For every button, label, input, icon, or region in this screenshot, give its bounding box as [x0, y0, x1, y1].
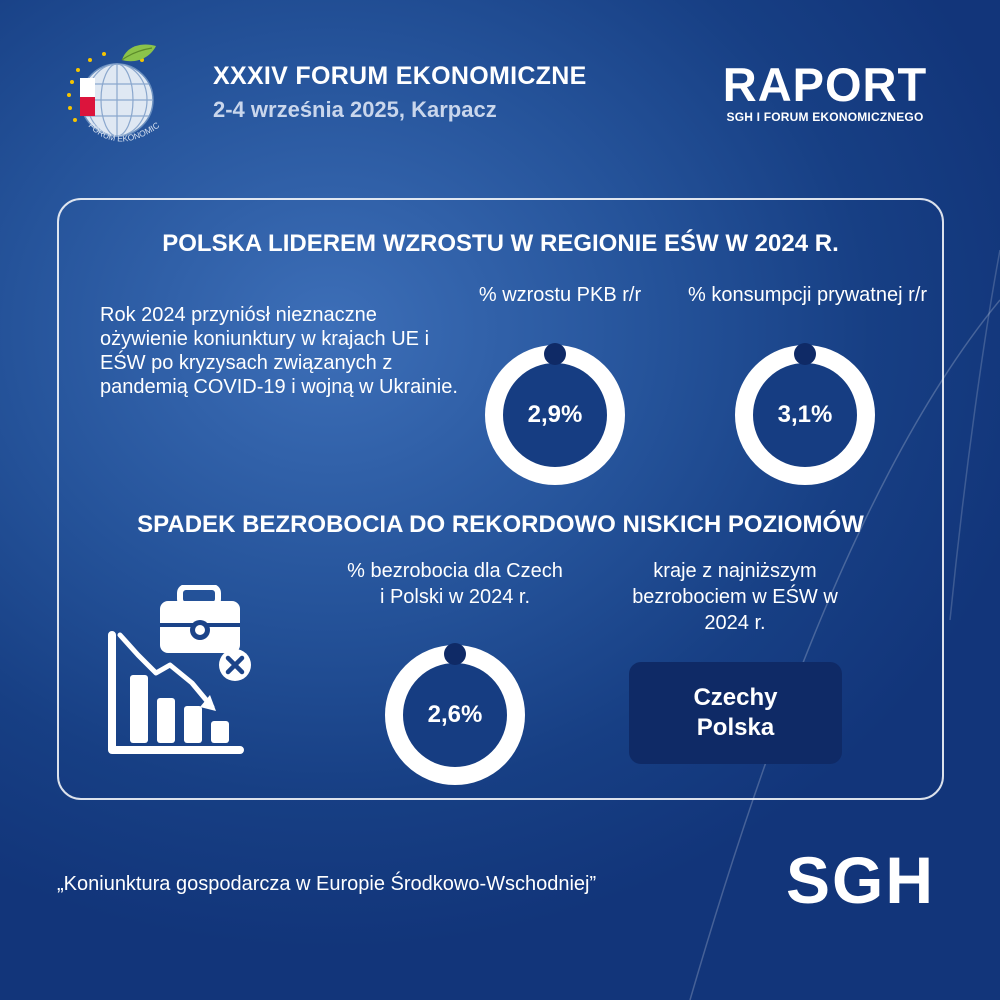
consumption-label: % konsumpcji prywatnej r/r [688, 284, 927, 306]
unemployment-label: % bezrobocia dla Czech i Polski w 2024 r. [347, 560, 563, 608]
raport-subtitle: SGH I FORUM EKONOMICZNEGO [726, 110, 924, 124]
consumption-value: 3,1% [777, 401, 833, 428]
unemployment-chart-briefcase-icon [100, 585, 270, 760]
forum-logo [58, 38, 176, 158]
logo-text: FORUM EKONOMIC [86, 119, 162, 144]
raport-title: RAPORT [722, 58, 928, 111]
footer-quote: „Koniunktura gospodarcza w Europie Środkowo-Wschodniej” [57, 873, 597, 895]
country-polska: Polska [696, 714, 775, 741]
globe-logo-icon [58, 38, 176, 158]
gdp-donut [485, 345, 625, 485]
gdp-label: % wzrostu PKB r/r [478, 284, 642, 306]
growth-section-title: POLSKA LIDEREM WZROSTU W REGIONIE EŚW W 2024 R. [162, 230, 839, 257]
event-date: 2-4 września 2025, Karpacz [213, 97, 497, 122]
unemployment-value: 2,6% [427, 701, 483, 728]
countries-box [629, 662, 842, 764]
intro-text: Rok 2024 przyniósł nieznaczne ożywienie koniunktury w krajach UE i EŚW po kryzysach związanych z pandemią COVID-19 i wojną w Ukrainie. [100, 304, 458, 398]
unemployment-section-title: SPADEK BEZROBOCIA DO REKORDOWO NISKICH POZIOMÓW [137, 511, 864, 538]
sgh-logo: SGH [786, 843, 936, 917]
gdp-value: 2,9% [527, 401, 583, 428]
countries-label: kraje z najniższym bezrobociem w EŚW w 2024 r. [632, 560, 838, 634]
event-title: XXXIV FORUM EKONOMICZNE [213, 62, 587, 90]
country-czechy: Czechy [693, 684, 778, 711]
consumption-donut [735, 345, 875, 485]
unemployment-donut [385, 645, 525, 785]
